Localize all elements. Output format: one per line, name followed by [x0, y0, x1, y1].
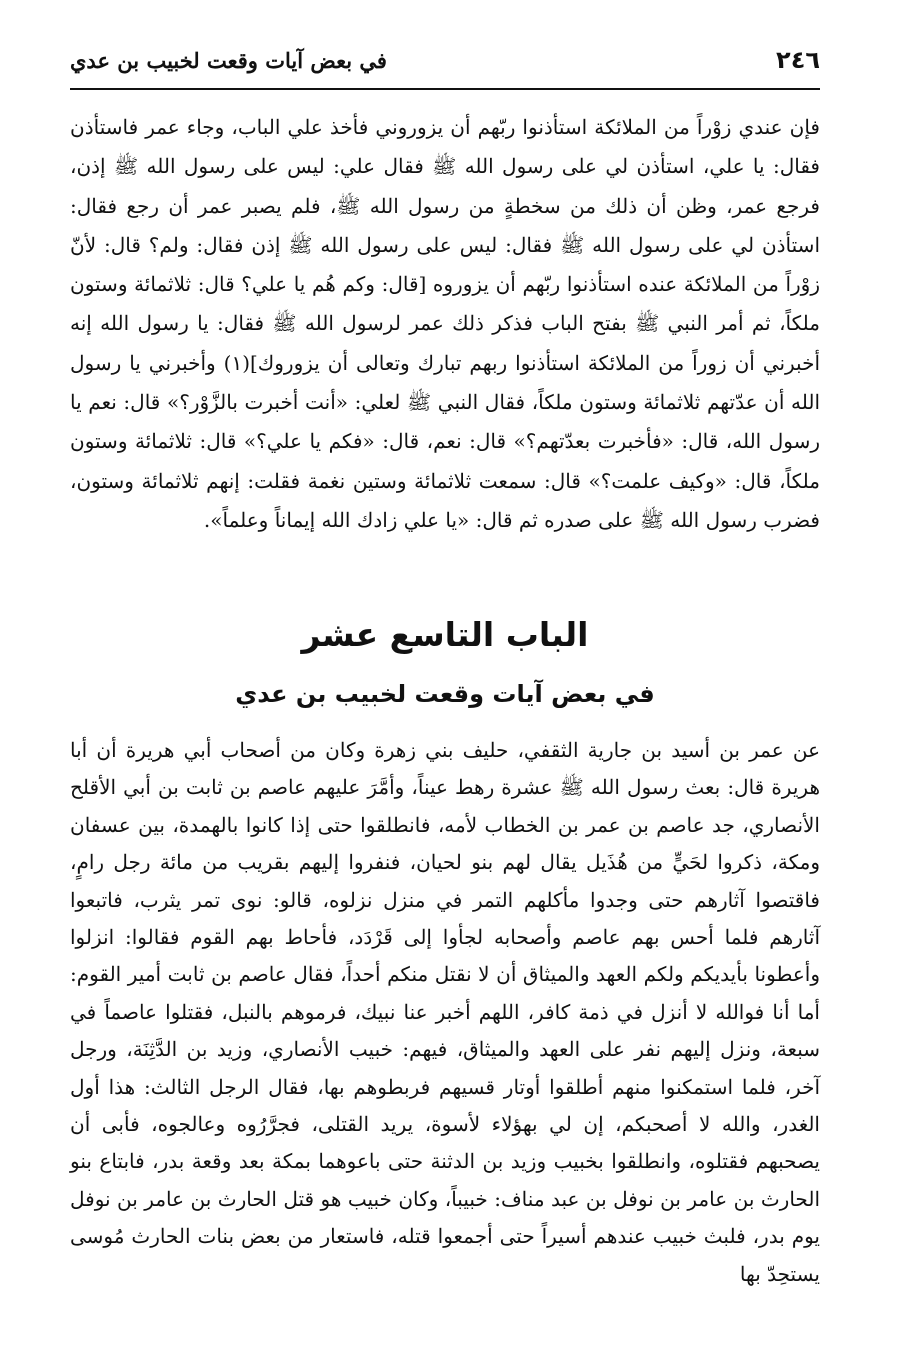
chapter-subtitle: في بعض آيات وقعت لخبيب بن عدي — [235, 680, 655, 708]
body-paragraph-bottom: عن عمر بن أسيد بن جارية الثقفي، حليف بني زهرة وكان من أصحاب أبي هريرة أن أبا هريرة قال: بعث رسول الله ﷺ عشرة رهط عيناً، وأمَّرَ عليهم عاصم بن ثابت بن أبي الأقلح الأنصاري، جد عاصم بن عمر بن الخطاب لأمه، فانطلقوا حتى إذا كانوا بالهمدة، بين عسفان ومكة، ذكروا لحَيٍّ من هُذَيل يقال لهم بنو لحيان، فنفروا إليهم بقريب من مائة رجل رامٍ، فاقتصوا آثارهم حتى وجدوا مأكلهم التمر في منزل نزلوه، قالو: نوى تمر يثرب، فاتبعوا آثارهم فلما أحس بهم عاصم وأصحابه لجأوا إلى قَرْدَد، فأحاط بهم القوم فقالوا: انزلوا وأعطونا بأيديكم ولكم العهد والميثاق أن لا نقتل منكم أحداً، فقال عاصم بن ثابت أمير القوم: أما أنا فوالله لا أنزل في ذمة كافر، اللهم أخبر عنا نبيك، فرموهم بالنبل، فقتلوا عاصماً في سبعة، ونزل إليهم نفر على العهد والميثاق، فيهم: خبيب الأنصاري، وزيد بن الدَّثِنَة، ورجل آخر، فلما استمكنوا منهم أطلقوا أوتار قسيهم فربطوهم بها، فقال الرجل الثالث: هذا أول الغدر، والله لا أصحبكم، إن لي بهؤلاء لأسوة، يريد القتلى، فجرَّرُوه وعالجوه، فأبى أن يصحبهم فقتلوه، وانطلقوا بخبيب وزيد بن الدثنة حتى باعوهما بمكة بعد وقعة بدر، فابتاع بنو الحارث بن عامر بن نوفل بن عبد مناف: خبيباً، وكان خبيب هو قتل الحارث بن عامر بن نوفل يوم بدر، فلبث خبيب عندهم أسيراً حتى أجمعوا قتله، فاستعار من بعض بنات الحارث مُوسى يستحِدّ بها — [70, 738, 820, 1286]
page-number: ٢٤٦ — [776, 46, 820, 74]
body-paragraph-top: فإن عندي زوْراً من الملائكة استأذنوا ربّهم أن يزوروني فأخذ علي الباب، وجاء عمر فاستأذن فقال: يا علي، استأذن لي على رسول الله ﷺ فقال علي: ليس على رسول الله ﷺ إذن، فرجع عمر، وظن أن ذلك من سخطةٍ من رسول الله ﷺ، فلم يصبر عمر أن رجع فقال: استأذن لي على رسول الله ﷺ فقال: ليس على رسول الله ﷺ إذن فقال: ولم؟ قال: لأنّ زوْراً من الملائكة عنده استأذنوا ربّهم أن يزوروه [قال: وكم هُم يا علي؟ قال: ثلاثمائة وستون ملكاً، ثم أمر النبي ﷺ بفتح الباب فذكر ذلك عمر لرسول الله ﷺ فقال: يا رسول الله إنه أخبرني أن زوراً من الملائكة استأذنوا ربهم تبارك وتعالى أن يزوروك](١) وأخبرني يا رسول الله أن عدّتهم ثلاثمائة وستون ملكاً، فقال النبي ﷺ لعلي: «أنت أخبرت بالزَّوْر؟» قال: نعم يا رسول الله، قال: «فأخبرت بعدّتهم؟» قال: نعم، قال: «فكم يا علي؟» قال: ثلاثمائة وستون ملكاً، قال: «وكيف علمت؟» قال: سمعت ثلاثمائة وستين نغمة فقلت: إنهم ثلاثمائة وستون، فضرب رسول الله ﷺ على صدره ثم قال: «يا علي زادك الله إيماناً وعلماً». — [70, 115, 820, 532]
running-header — [70, 44, 820, 90]
running-header-title: في بعض آيات وقعت لخبيب بن عدي — [70, 48, 387, 73]
chapter-title: الباب التاسع عشر — [301, 615, 589, 654]
